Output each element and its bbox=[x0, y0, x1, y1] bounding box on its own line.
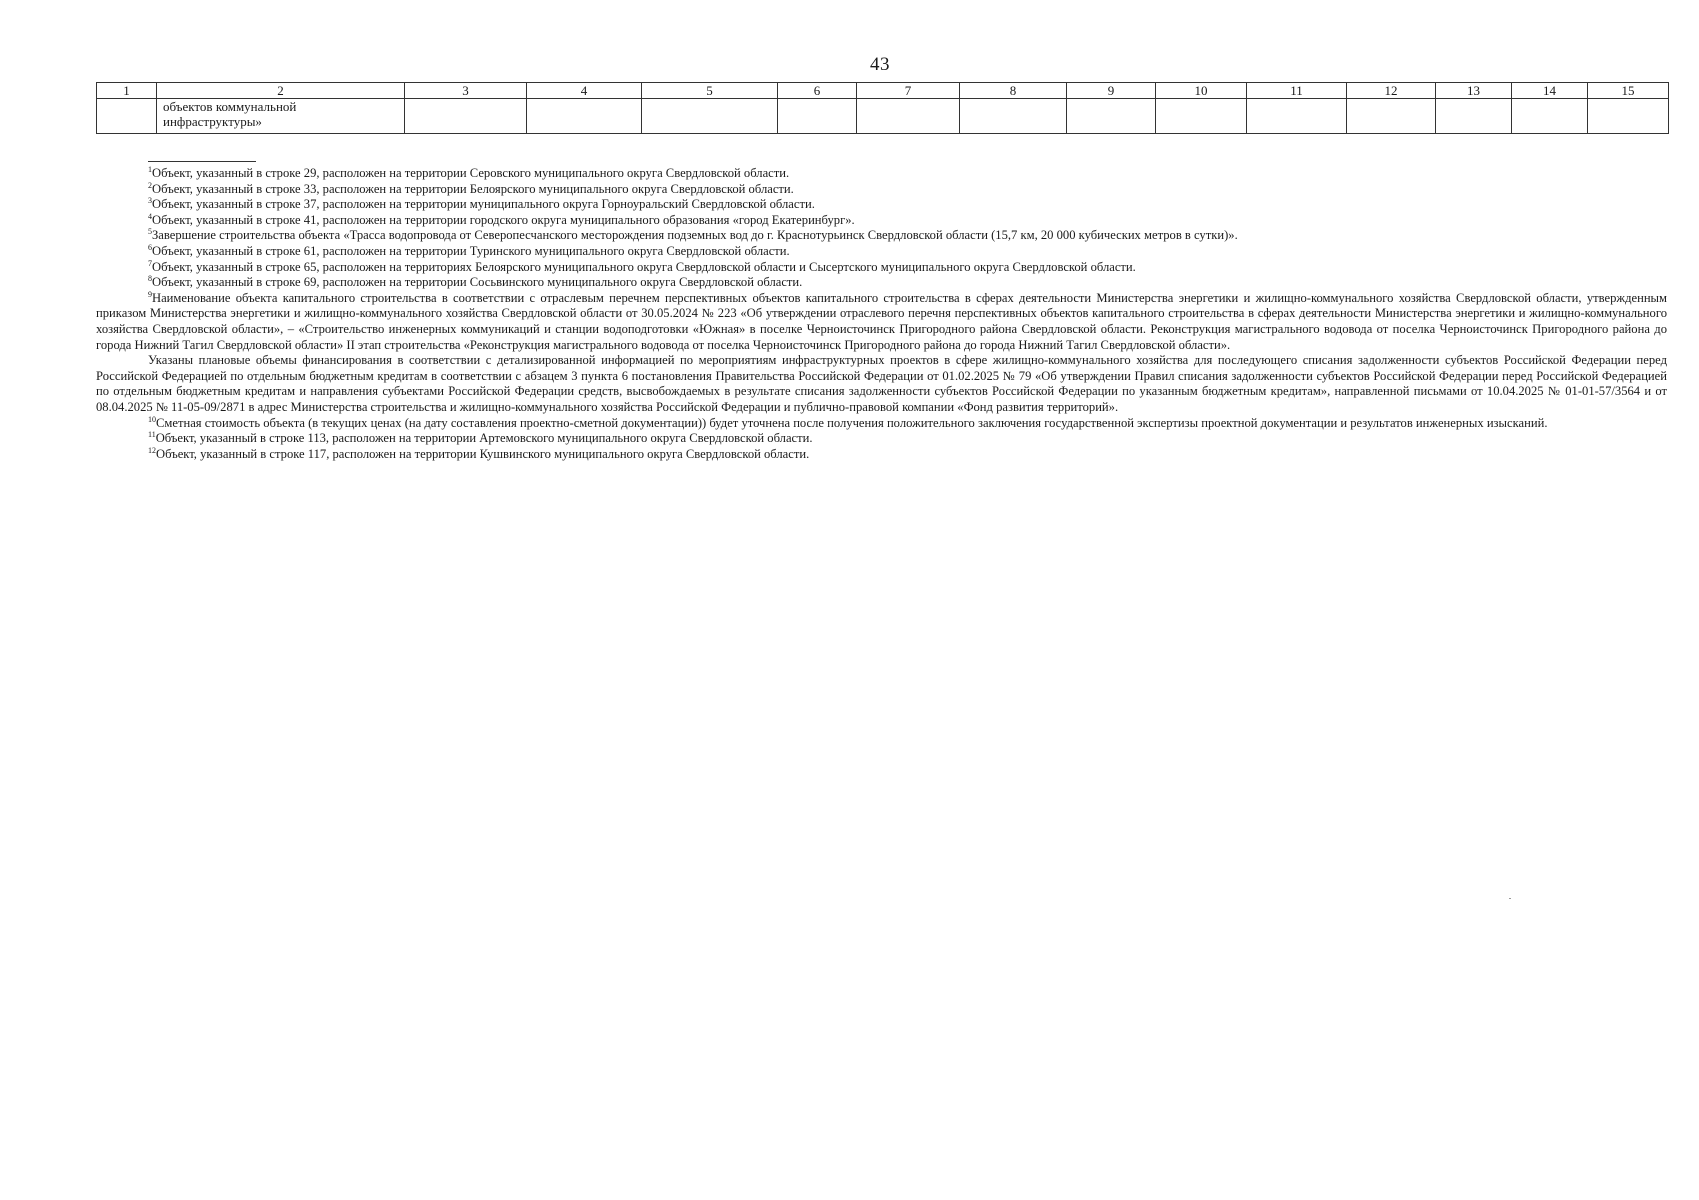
table-cell bbox=[1347, 99, 1436, 134]
footnote-text: Объект, указанный в строке 41, расположен на территории городского округа муниципального образования «город Екатеринбург». bbox=[152, 212, 855, 227]
footnote-mark: 11 bbox=[148, 430, 156, 440]
column-number: 15 bbox=[1588, 83, 1669, 99]
column-number: 11 bbox=[1247, 83, 1347, 99]
footnote-mark: 1 bbox=[148, 165, 152, 174]
footnote bbox=[96, 260, 1667, 276]
footnote-text: Объект, указанный в строке 69, расположен на территории Сосьвинского муниципального округа Свердловской области. bbox=[152, 275, 803, 290]
column-number: 7 bbox=[857, 83, 960, 99]
table-cell bbox=[405, 99, 527, 134]
column-number: 14 bbox=[1512, 83, 1588, 99]
table-cell bbox=[1247, 99, 1347, 134]
column-number: 1 bbox=[97, 83, 157, 99]
footnote-text: Объект, указанный в строке 61, расположен на территории Туринского муниципального округа Свердловской области. bbox=[152, 243, 790, 258]
footnote-text: Объект, указанный в строке 33, расположен на территории Белоярского муниципального округа Свердловской области. bbox=[152, 181, 794, 196]
footnote-mark: 7 bbox=[148, 258, 152, 268]
footnote bbox=[96, 213, 1667, 229]
footnote bbox=[96, 291, 1667, 353]
footnote-mark: 3 bbox=[148, 196, 152, 206]
column-number: 8 bbox=[960, 83, 1067, 99]
column-number: 4 bbox=[527, 83, 642, 99]
column-number: 13 bbox=[1436, 83, 1512, 99]
column-number: 9 bbox=[1067, 83, 1156, 99]
column-number: 2 bbox=[157, 83, 405, 99]
footnote-mark: 2 bbox=[148, 180, 152, 190]
footnote-text: Объект, указанный в строке 113, расположен на территории Артемовского муниципального округа Свердловской области. bbox=[155, 431, 813, 446]
footnote-text: Объект, указанный в строке 29, расположен на территории Серовского муниципального округа Свердловской области. bbox=[152, 166, 790, 180]
table-cell bbox=[1588, 99, 1669, 134]
column-number: 5 bbox=[642, 83, 778, 99]
table-cell bbox=[1067, 99, 1156, 134]
footnote-text: Объект, указанный в строке 65, расположен на территориях Белоярского муниципального округа Свердловской области и Сысертского муниципального округа Свердловской области. bbox=[152, 259, 1136, 274]
footnote-text: Наименование объекта капитального строительства в соответствии с отраслевым перечнем перспективных объектов капитального строительства в сферах деятельности Министерства энергетики и жилищно-коммунального хозяйства Свердловской области, утвержденным приказом Министерства энергетики и жилищно-коммунального хозяйства Свердловской области от 30.05.2024 № 223 «Об утверждении отраслевого перечня перспективных объектов капитального строительства в сферах деятельности Министерства энергетики и жилищно-коммунального хозяйства Свердловской области», – «Строительство инженерных коммуникаций и станции водоподготовки «Южная» в поселке Черноисточинск Пригородного района Свердловской области. Реконструкция магистрального водовода от поселка Черноисточинск Пригородного района до города Нижний Тагил Свердловской области» II этап строительства «Реконструкция магистрального водовода от поселка Черноисточинск Пригородного района до города Нижний Тагил Свердловской области». bbox=[96, 290, 1667, 352]
footnote-separator bbox=[148, 161, 256, 162]
table-header-row bbox=[97, 83, 1669, 99]
footnote-mark: 12 bbox=[148, 445, 156, 455]
footnote bbox=[96, 166, 1667, 182]
footnote-mark: 6 bbox=[148, 242, 152, 252]
table-cell-name: объектов коммунальной инфраструктуры» bbox=[157, 99, 405, 134]
footnote-mark: 4 bbox=[148, 211, 152, 221]
table-cell bbox=[1156, 99, 1247, 134]
footnote-text: Объект, указанный в строке 37, расположен на территории муниципального округа Горноуральский Свердловской области. bbox=[152, 197, 815, 212]
footnote-mark: 9 bbox=[148, 289, 152, 299]
footnote bbox=[96, 197, 1667, 213]
footnote bbox=[96, 416, 1667, 432]
footnote bbox=[96, 182, 1667, 198]
footnote bbox=[96, 447, 1667, 463]
column-number: 12 bbox=[1347, 83, 1436, 99]
column-number: 3 bbox=[405, 83, 527, 99]
table-cell bbox=[97, 99, 157, 134]
table-cell bbox=[960, 99, 1067, 134]
footnote-text: Объект, указанный в строке 117, расположен на территории Кушвинского муниципального округа Свердловской области. bbox=[156, 446, 810, 461]
table-row bbox=[97, 99, 1669, 134]
footnote-mark: 8 bbox=[148, 274, 152, 284]
page-number: 43 bbox=[870, 54, 890, 75]
footnote-mark: 10 bbox=[148, 414, 156, 424]
footnote bbox=[96, 228, 1667, 244]
footnote bbox=[96, 431, 1667, 447]
table-cell bbox=[857, 99, 960, 134]
column-number: 10 bbox=[1156, 83, 1247, 99]
table-cell bbox=[642, 99, 778, 134]
footnotes bbox=[96, 166, 1667, 462]
table-cell bbox=[1512, 99, 1588, 134]
footnote bbox=[96, 275, 1667, 291]
footnote-text: Сметная стоимость объекта (в текущих ценах (на дату составления проектно-сметной документации)) будет уточнена после получения положительного заключения государственной экспертизы проектной документации и результатов инженерных изысканий. bbox=[156, 415, 1548, 430]
scan-speck bbox=[1509, 898, 1511, 899]
footnote-text: Завершение строительства объекта «Трасса водопровода от Северопесчанского месторождения подземных вод до г. Краснотурьинск Свердловской области (15,7 км, 20 000 кубических метров в сутки)». bbox=[152, 228, 1238, 243]
footnote-mark: 5 bbox=[148, 227, 152, 237]
table-cell bbox=[527, 99, 642, 134]
footnote-text: Указаны плановые объемы финансирования в соответствии с детализированной информацией по мероприятиям инфраструктурных проектов в сфере жилищно-коммунального хозяйства для последующего списания задолженности субъектов Российской Федерации перед Российской Федерацией по отдельным бюджетным кредитам в соответствии с абзацем 3 пункта 6 постановления Правительства Российской Федерации от 01.02.2025 № 79 «Об утверждении Правил списания задолженности субъектов Российской Федерации перед Российской Федерацией по отдельным бюджетным кредитам и направления субъектами Российской Федерации средств, высвобождаемых в результате списания задолженности субъектов Российской Федерации по указанным бюджетным кредитам», направленной письмами от 10.04.2025 № 01-01-57/3564 и от 08.04.2025 № 11-05-09/2871 в адрес Министерства строительства и жилищно-коммунального хозяйства Российской Федерации и публично-правовой компании «Фонд развития территорий». bbox=[96, 353, 1667, 414]
footnote-paragraph bbox=[96, 353, 1667, 415]
column-number: 6 bbox=[778, 83, 857, 99]
table-cell bbox=[778, 99, 857, 134]
table-cell bbox=[1436, 99, 1512, 134]
data-table bbox=[96, 82, 1669, 134]
footnote bbox=[96, 244, 1667, 260]
